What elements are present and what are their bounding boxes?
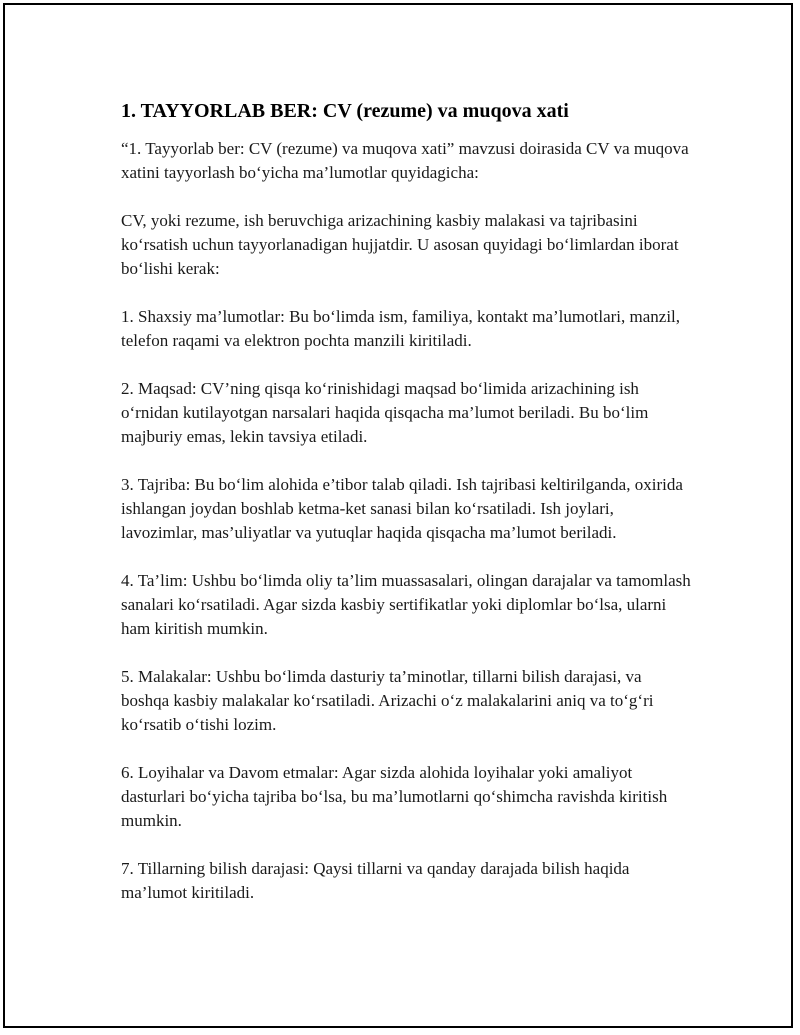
section-projects: 6. Loyihalar va Davom etmalar: Agar sizda alohida loyihalar yoki amaliyot dasturlari bo‘yicha tajriba bo‘lsa, bu ma’lumotlarni qo‘shimcha ravishda kiritish mumkin. <box>121 763 668 830</box>
section-personal-info: 1. Shaxsiy ma’lumotlar: Bu bo‘limda ism, familiya, kontakt ma’lumotlari, manzil, telefon raqami va elektron pochta manzili kiritiladi. <box>121 307 681 350</box>
intro-paragraph: “1. Tayyorlab ber: CV (rezume) va muqova xati” mavzusi doirasida CV va muqova xatini tayyorlash bo‘yicha ma’lumotlar quyidagicha: <box>121 139 689 182</box>
page-frame <box>3 3 793 1028</box>
cv-definition-paragraph: CV, yoki rezume, ish beruvchiga arizachining kasbiy malakasi va tajribasini ko‘rsatish uchun tayyorlanadigan hujjatdir. U asosan quyidagi bo‘limlardan iborat bo‘lishi kerak: <box>121 211 679 278</box>
section-objective: 2. Maqsad: CV’ning qisqa ko‘rinishidagi maqsad bo‘limida arizachining ish o‘rnidan kutilayotgan narsalari haqida qisqacha ma’lumot beriladi. Bu bo‘lim majburiy emas, lekin tavsiya etiladi. <box>121 379 649 446</box>
document-body <box>121 97 691 929</box>
section-experience: 3. Tajriba: Bu bo‘lim alohida e’tibor talab qiladi. Ish tajribasi keltirilganda, oxirida ishlangan joydan boshlab ketma-ket sanasi bilan ko‘rsatiladi. Ish joylari, lavozimlar, mas’uliyatlar va yutuqlar haqida qisqacha ma’lumot beriladi. <box>121 475 683 542</box>
section-skills: 5. Malakalar: Ushbu bo‘limda dasturiy ta’minotlar, tillarni bilish darajasi, va boshqa kasbiy malakalar ko‘rsatiladi. Arizachi o‘z malakalarini aniq va to‘g‘ri ko‘rsatib o‘tishi lozim. <box>121 667 654 734</box>
section-languages: 7. Tillarning bilish darajasi: Qaysi tillarni va qanday darajada bilish haqida ma’lumot kiritiladi. <box>121 859 630 902</box>
document-heading: 1. TAYYORLAB BER: CV (rezume) va muqova xati <box>121 100 569 122</box>
section-education: 4. Ta’lim: Ushbu bo‘limda oliy ta’lim muassasalari, olingan darajalar va tamomlash sanalari ko‘rsatiladi. Agar sizda kasbiy sertifikatlar yoki diplomlar bo‘lsa, ularni ham kiritish mumkin. <box>121 571 691 638</box>
